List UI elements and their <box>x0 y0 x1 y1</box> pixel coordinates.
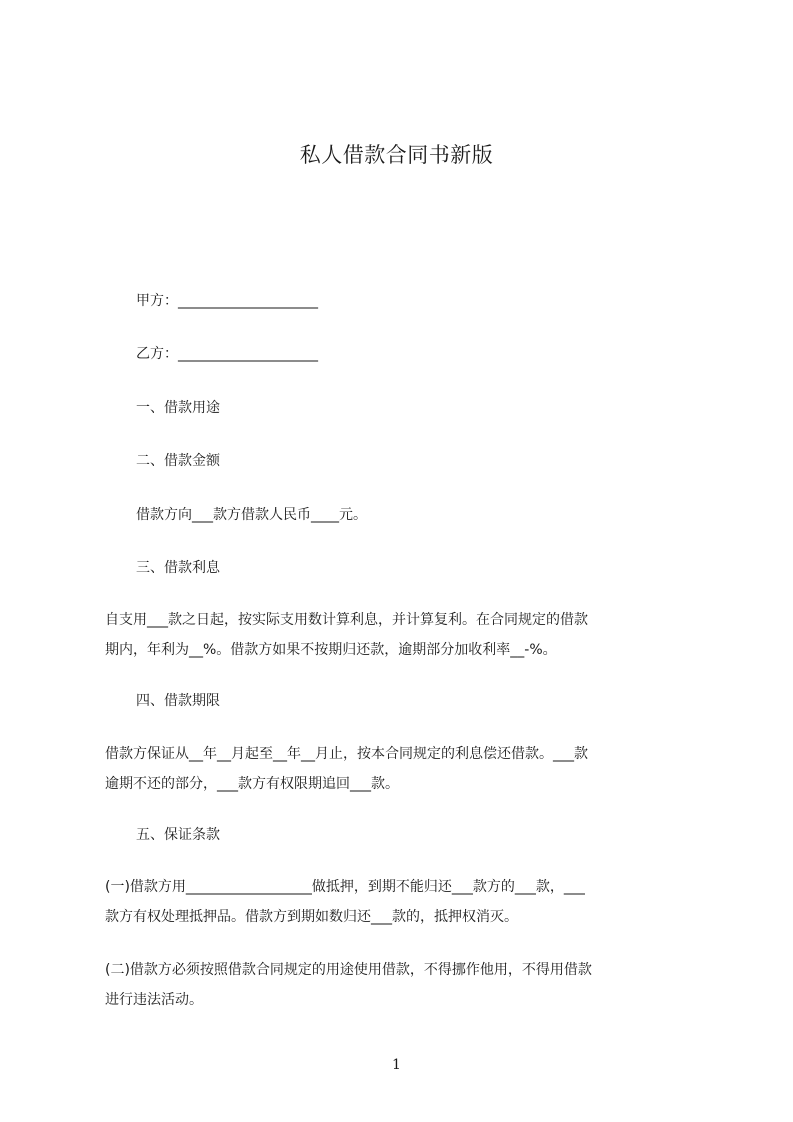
section-body-term <box>105 739 703 799</box>
paragraph-line: 期内，年利为__%。借款方如果不按期归还款，逾期部分加收利率__-%。 <box>105 642 557 658</box>
page-number: 1 <box>392 1057 401 1073</box>
section-heading-purpose: 一、借款用途 <box>136 400 220 416</box>
section-body-amount: 借款方向___款方借款人民币____元。 <box>136 507 367 523</box>
party-a-line: 甲方：____________________ <box>136 293 318 309</box>
document-title: 私人借款合同书新版 <box>299 143 494 167</box>
paragraph-line: 自支用___款之日起，按实际支用数计算利息，并计算复利。在合同规定的借款 <box>105 612 588 628</box>
paragraph-line: 进行违法活动。 <box>105 992 203 1008</box>
section-heading-amount: 二、借款金额 <box>136 453 220 469</box>
guarantee-clause-1 <box>105 872 703 932</box>
section-body-interest <box>105 605 703 665</box>
paragraph-line: (一)借款方用__________________做抵押，到期不能归还___款方的___款，___ <box>105 879 585 895</box>
section-heading-term: 四、借款期限 <box>136 693 220 709</box>
party-b-line: 乙方：____________________ <box>136 346 318 362</box>
section-heading-guarantee: 五、保证条款 <box>136 827 220 843</box>
paragraph-line: (二)借款方必须按照借款合同规定的用途使用借款，不得挪作他用，不得用借款 <box>105 962 592 978</box>
section-heading-interest: 三、借款利息 <box>136 560 220 576</box>
paragraph-line: 借款方保证从__年__月起至__年__月止，按本合同规定的利息偿还借款。___款 <box>105 746 588 762</box>
paragraph-line: 逾期不还的部分，___款方有权限期追回___款。 <box>105 776 399 792</box>
paragraph-line: 款方有权处理抵押品。借款方到期如数归还___款的，抵押权消灭。 <box>105 909 518 925</box>
guarantee-clause-2 <box>105 955 703 1015</box>
